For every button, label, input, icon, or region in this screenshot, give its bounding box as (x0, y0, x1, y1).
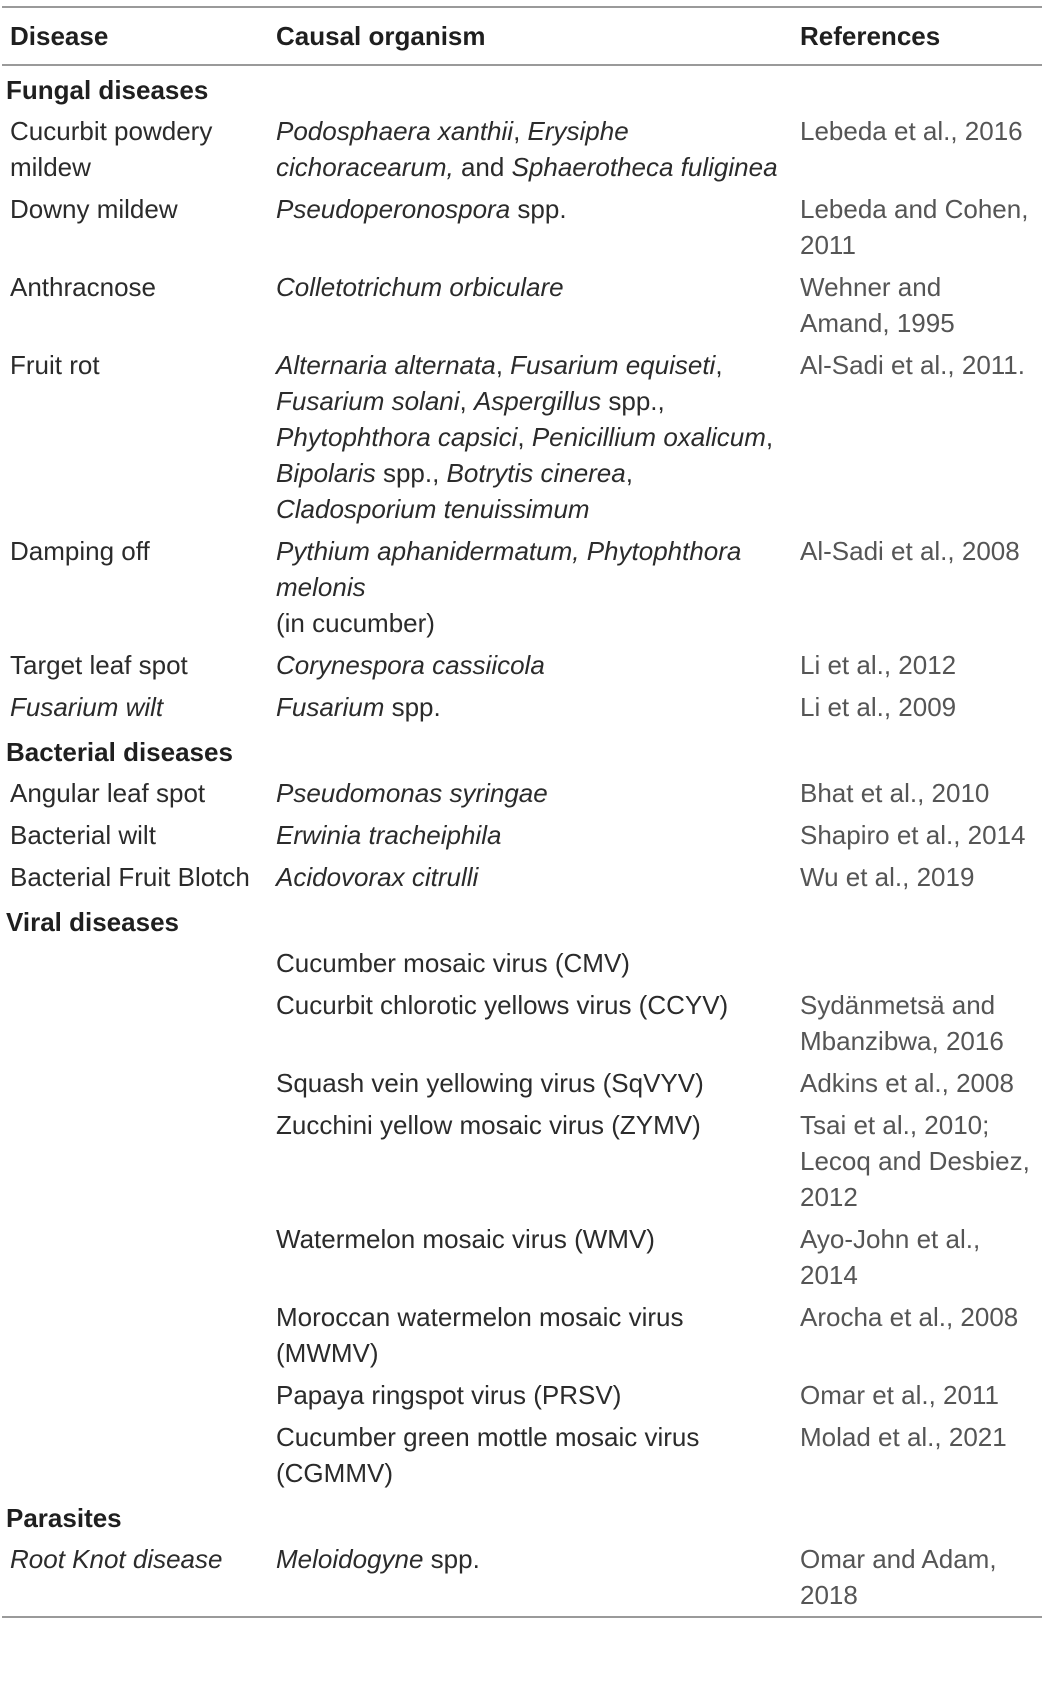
disease-cell: Root Knot disease (10, 1544, 223, 1574)
disease-cell: Cucurbit powdery mildew (10, 116, 213, 182)
disease-cell: Anthracnose (10, 272, 156, 302)
table-row (2, 188, 1042, 266)
causal-organism-cell (268, 1296, 792, 1374)
organism-text: Bipolaris (276, 458, 376, 488)
organism-text: Erysiphe cichoracearum, (276, 116, 629, 182)
causal-organism-cell (268, 856, 792, 898)
section-row-bacterial (2, 728, 1042, 772)
organism-text: Squash vein yellowing virus (SqVYV) (276, 1068, 704, 1098)
organism-text: , (765, 422, 774, 452)
table-row (2, 1218, 1042, 1296)
causal-organism-cell (268, 984, 792, 1062)
reference-cell: Ayo-John et al., 2014 (800, 1224, 981, 1290)
organism-text: Papaya ringspot virus (PRSV) (276, 1380, 622, 1410)
organism-text: Colletotrichum orbiculare (276, 272, 564, 302)
header-causal-organism: Causal organism (268, 7, 792, 65)
organism-text: Aspergillus (473, 386, 602, 416)
disease-cell (2, 942, 268, 984)
organism-text: Watermelon mosaic virus (WMV) (276, 1224, 655, 1254)
organism-text: spp., (375, 458, 447, 488)
section-heading: Fungal diseases (6, 75, 209, 105)
organism-text: Cucurbit chlorotic yellows virus (CCYV) (276, 990, 729, 1020)
causal-organism-cell (268, 772, 792, 814)
causal-organism-cell (268, 110, 792, 188)
disease-cell: Fusarium wilt (10, 692, 164, 722)
organism-text: Pythium aphanidermatum, Phytophthora melonis (276, 536, 742, 602)
table-row (2, 686, 1042, 728)
disease-cell (2, 984, 268, 1062)
reference-cell: Al-Sadi et al., 2011. (800, 350, 1025, 380)
table-row (2, 110, 1042, 188)
causal-organism-cell (268, 686, 792, 728)
disease-cell: Damping off (10, 536, 150, 566)
reference-cell: Sydänmetsä and Mbanzibwa, 2016 (800, 990, 1004, 1056)
organism-text: Fusarium equiseti (510, 350, 716, 380)
organism-text: spp. (423, 1544, 480, 1574)
causal-organism-cell (268, 344, 792, 530)
reference-cell: Lebeda et al., 2016 (800, 116, 1023, 146)
table-bottom-rule (2, 1617, 1042, 1634)
reference-cell: Shapiro et al., 2014 (800, 820, 1026, 850)
table-row (2, 344, 1042, 530)
organism-text: Corynespora cassiicola (276, 650, 545, 680)
causal-organism-cell (268, 1416, 792, 1494)
section-heading: Parasites (6, 1503, 122, 1533)
reference-cell: Li et al., 2012 (800, 650, 957, 680)
organism-text: Sphaerotheca fuliginea (511, 152, 778, 182)
reference-cell: Li et al., 2009 (800, 692, 957, 722)
organism-text: and (453, 152, 512, 182)
disease-table-container (2, 0, 1042, 1634)
organism-text: Penicillium oxalicum (531, 422, 766, 452)
organism-text: Cucumber green mottle mosaic virus (CGMMV) (276, 1422, 700, 1488)
table-row (2, 772, 1042, 814)
reference-cell: Al-Sadi et al., 2008 (800, 536, 1020, 566)
organism-text: Acidovorax citrulli (276, 862, 479, 892)
table-row (2, 530, 1042, 644)
organism-text: Pseudomonas syringae (276, 778, 548, 808)
disease-cell (2, 1416, 268, 1494)
header-row (2, 7, 1042, 65)
table-row (2, 1104, 1042, 1218)
table-row (2, 942, 1042, 984)
table-row (2, 1062, 1042, 1104)
table-row (2, 1538, 1042, 1617)
causal-organism-cell (268, 530, 792, 644)
table-row (2, 814, 1042, 856)
organism-text: Alternaria alternata (276, 350, 496, 380)
organism-text: Cladosporium tenuissimum (276, 494, 590, 524)
disease-cell: Bacterial wilt (10, 820, 156, 850)
table-row (2, 1416, 1042, 1494)
disease-cell: Angular leaf spot (10, 778, 206, 808)
causal-organism-cell (268, 1104, 792, 1218)
reference-cell: Omar and Adam, 2018 (800, 1544, 997, 1610)
causal-organism-cell (268, 1062, 792, 1104)
causal-organism-cell (268, 1538, 792, 1617)
reference-cell: Lebeda and Cohen, 2011 (800, 194, 1029, 260)
reference-cell (792, 942, 1042, 984)
disease-cell: Bacterial Fruit Blotch (10, 862, 250, 892)
organism-text: (in cucumber) (276, 608, 435, 638)
disease-cell: Target leaf spot (10, 650, 188, 680)
organism-text: , (513, 116, 528, 146)
table-row (2, 1296, 1042, 1374)
section-row-viral (2, 898, 1042, 942)
table-row (2, 856, 1042, 898)
organism-text: Fusarium solani (276, 386, 460, 416)
organism-text: , (715, 350, 723, 380)
organism-text: Pseudoperonospora (276, 194, 511, 224)
organism-text: Podosphaera xanthii (276, 116, 514, 146)
organism-text: spp., (601, 386, 665, 416)
disease-cell (2, 1062, 268, 1104)
causal-organism-cell (268, 942, 792, 984)
organism-text: Cucumber mosaic virus (CMV) (276, 948, 630, 978)
organism-text: , (495, 350, 511, 380)
organism-text: Moroccan watermelon mosaic virus (MWMV) (276, 1302, 684, 1368)
header-references: References (792, 7, 1042, 65)
organism-text: , (459, 386, 474, 416)
reference-cell: Bhat et al., 2010 (800, 778, 990, 808)
organism-text: Erwinia tracheiphila (276, 820, 502, 850)
causal-organism-cell (268, 814, 792, 856)
table-row (2, 984, 1042, 1062)
causal-organism-cell (268, 188, 792, 266)
section-heading: Bacterial diseases (6, 737, 233, 767)
reference-cell: Tsai et al., 2010; Lecoq and Desbiez, 2012 (800, 1110, 1030, 1212)
table-row (2, 644, 1042, 686)
organism-text: Phytophthora capsici (276, 422, 518, 452)
organism-text: spp. (384, 692, 441, 722)
disease-cell: Fruit rot (10, 350, 100, 380)
section-row-parasites (2, 1494, 1042, 1538)
disease-table (2, 6, 1042, 1634)
table-row (2, 266, 1042, 344)
reference-cell: Arocha et al., 2008 (800, 1302, 1019, 1332)
organism-text: , (625, 458, 633, 488)
header-disease: Disease (2, 7, 268, 65)
causal-organism-cell (268, 1374, 792, 1416)
causal-organism-cell (268, 644, 792, 686)
table-row (2, 1374, 1042, 1416)
section-row-fungal (2, 65, 1042, 110)
disease-cell (2, 1374, 268, 1416)
reference-cell: Wehner and Amand, 1995 (800, 272, 955, 338)
disease-cell (2, 1104, 268, 1218)
reference-cell: Adkins et al., 2008 (800, 1068, 1014, 1098)
organism-text: Botrytis cinerea (446, 458, 626, 488)
organism-text: Meloidogyne (276, 1544, 424, 1574)
disease-cell: Downy mildew (10, 194, 178, 224)
organism-text: Fusarium (276, 692, 385, 722)
reference-cell: Molad et al., 2021 (800, 1422, 1007, 1452)
disease-cell (2, 1218, 268, 1296)
causal-organism-cell (268, 1218, 792, 1296)
reference-cell: Wu et al., 2019 (800, 862, 975, 892)
organism-text: , (517, 422, 532, 452)
causal-organism-cell (268, 266, 792, 344)
table-body (2, 65, 1042, 1617)
section-heading: Viral diseases (6, 907, 179, 937)
disease-cell (2, 1296, 268, 1374)
organism-text: Zucchini yellow mosaic virus (ZYMV) (276, 1110, 701, 1140)
organism-text: spp. (510, 194, 567, 224)
reference-cell: Omar et al., 2011 (800, 1380, 999, 1410)
